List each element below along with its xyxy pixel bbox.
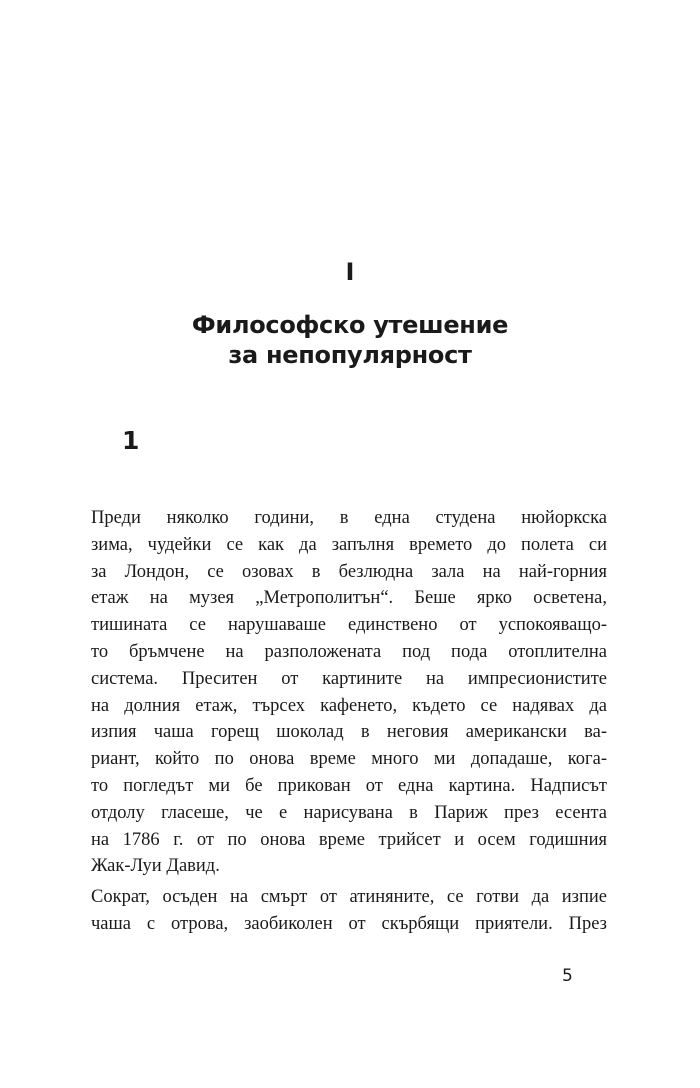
body-paragraph [91,884,607,938]
part-title-line: за непопулярност [228,341,472,369]
body-paragraph [91,505,607,880]
text-line: отдолу гласеше, че е нарисувана в Париж през есента [91,802,607,823]
part-number: I [345,258,355,286]
part-title-line: Философско утешение [191,311,509,339]
section-number: 1 [122,426,140,455]
text-line: Сократ, осъден на смърт от атиняните, се готви да изпие [91,887,607,907]
text-line: то бръмчене на разположената под пода отоплителна [91,641,607,662]
text-line: тишината се нарушаваше единствено от успокояващо- [91,615,607,636]
text-line: зима, чудейки се как да запълня времето до полета си [91,534,607,555]
text-line: риант, който по онова време много ми допадаше, кога- [91,749,607,770]
text-line: на 1786 г. от по онова време трийсет и осем годишния [91,829,607,850]
text-line: на долния етаж, търсех кафенето, където се надявах да [91,695,607,716]
text-line: Жак-Луи Давид. [91,856,220,877]
text-line: етаж на музея „Метрополитън“. Беше ярко осветена, [91,588,607,609]
part-title [0,310,700,370]
text-line: система. Преситен от картините на импресионистите [91,668,607,689]
text-line: Преди няколко години, в една студена нюйоркска [91,508,607,528]
page-number: 5 [562,966,573,986]
text-line: за Лондон, се озовах в безлюдна зала на най-горния [91,561,607,582]
text-line: изпия чаша горещ шоколад в неговия американски ва- [91,722,607,743]
text-line: то погледът ми бе прикован от една картина. Надписът [91,775,607,796]
text-line: чаша с отрова, заобиколен от скърбящи приятели. През [91,913,607,934]
